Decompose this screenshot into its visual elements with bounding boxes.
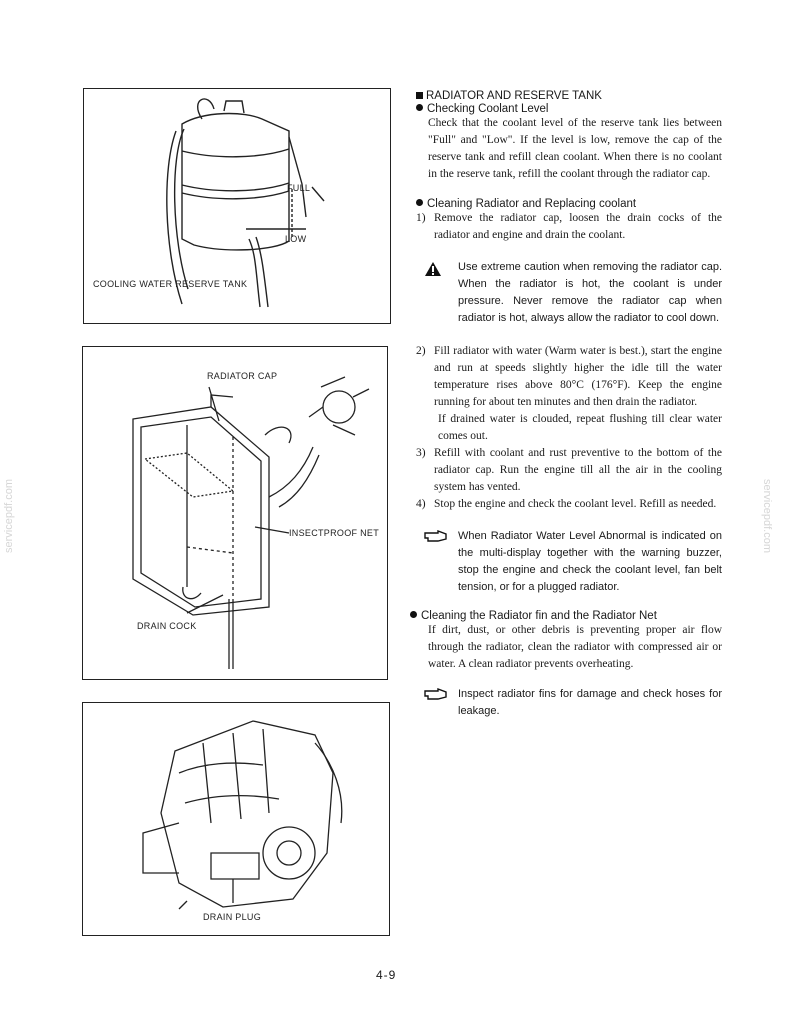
step-2-note: If drained water is clouded, repeat flushing till clear water comes out. xyxy=(438,413,722,442)
drain-plug-label: DRAIN PLUG xyxy=(203,912,262,922)
step-2: 2) Fill radiator with water (Warm water is best.), start the engine and run at speeds slightly higher the idle till the water temperature rises above 80°C (176°F). Keep the engine running for about ten minutes and then drain the radiator. xyxy=(416,345,722,408)
drain-cock-label: DRAIN COCK xyxy=(137,621,197,631)
fin-body: If dirt, dust, or other debris is preventing proper air flow through the radiator, clean the radiator with compressed air or water. A clean radiator prevents overheating. xyxy=(428,624,722,670)
bullet-icon xyxy=(416,199,423,206)
page-number: 4-9 xyxy=(376,968,397,982)
text-column xyxy=(416,90,722,720)
pointing-hand-icon xyxy=(424,528,458,596)
step-1: 1) Remove the radiator cap, loosen the drain cocks of the radiator and engine and drain the coolant. xyxy=(416,212,722,241)
warning-triangle-icon xyxy=(424,259,458,327)
reserve-tank-caption: COOLING WATER RESERVE TANK xyxy=(93,279,248,289)
buzzer-note: When Radiator Water Level Abnormal is indicated on the multi-display together with the warning buzzer, stop the engine and check the coolant level, fan belt tension, or for a plugged radiator. xyxy=(416,528,722,596)
radiator-cap-label: RADIATOR CAP xyxy=(207,371,278,381)
pointing-hand-icon xyxy=(424,686,458,720)
insectproof-net-label: INSECTPROOF NET xyxy=(289,528,380,538)
square-bullet-icon xyxy=(416,92,423,99)
cleaning-heading: Cleaning Radiator and Replacing coolant xyxy=(416,198,722,210)
engine-drawing xyxy=(83,703,389,935)
fin-heading: Cleaning the Radiator fin and the Radiator Net xyxy=(410,610,722,622)
engine-figure xyxy=(82,702,390,936)
low-label: LOW xyxy=(285,234,307,244)
watermark-left: servicepdf.com xyxy=(2,479,15,553)
step-4: 4) Stop the engine and check the coolant level. Refill as needed. xyxy=(416,498,717,510)
checking-body: Check that the coolant level of the reserve tank lies between "Full" and "Low". If the level is low, remove the cap of the reserve tank and refill clean coolant. When there is no coolant in the reserve tank, refill the coolant through the radiator cap. xyxy=(428,117,722,180)
inspect-note: Inspect radiator fins for damage and check hoses for leakage. xyxy=(416,686,722,720)
warning-note: Use extreme caution when removing the radiator cap. When the radiator is hot, the coolant is under pressure. Never remove the radiator cap when radiator is hot, always allow the radiator to cool down. xyxy=(416,259,722,327)
checking-heading: Checking Coolant Level xyxy=(416,103,722,115)
radiator-figure xyxy=(82,346,388,680)
bullet-icon xyxy=(410,611,417,618)
reserve-tank-figure xyxy=(83,88,391,324)
full-label: FULL xyxy=(287,183,311,193)
section-title: RADIATOR AND RESERVE TANK xyxy=(416,90,722,102)
step-3: 3) Refill with coolant and rust preventive to the bottom of the radiator cap. Run the engine till all the air in the cooling system has vented. xyxy=(416,447,722,493)
bullet-icon xyxy=(416,104,423,111)
radiator-drawing xyxy=(83,347,387,679)
watermark-right: servicepdf.com xyxy=(760,479,773,553)
